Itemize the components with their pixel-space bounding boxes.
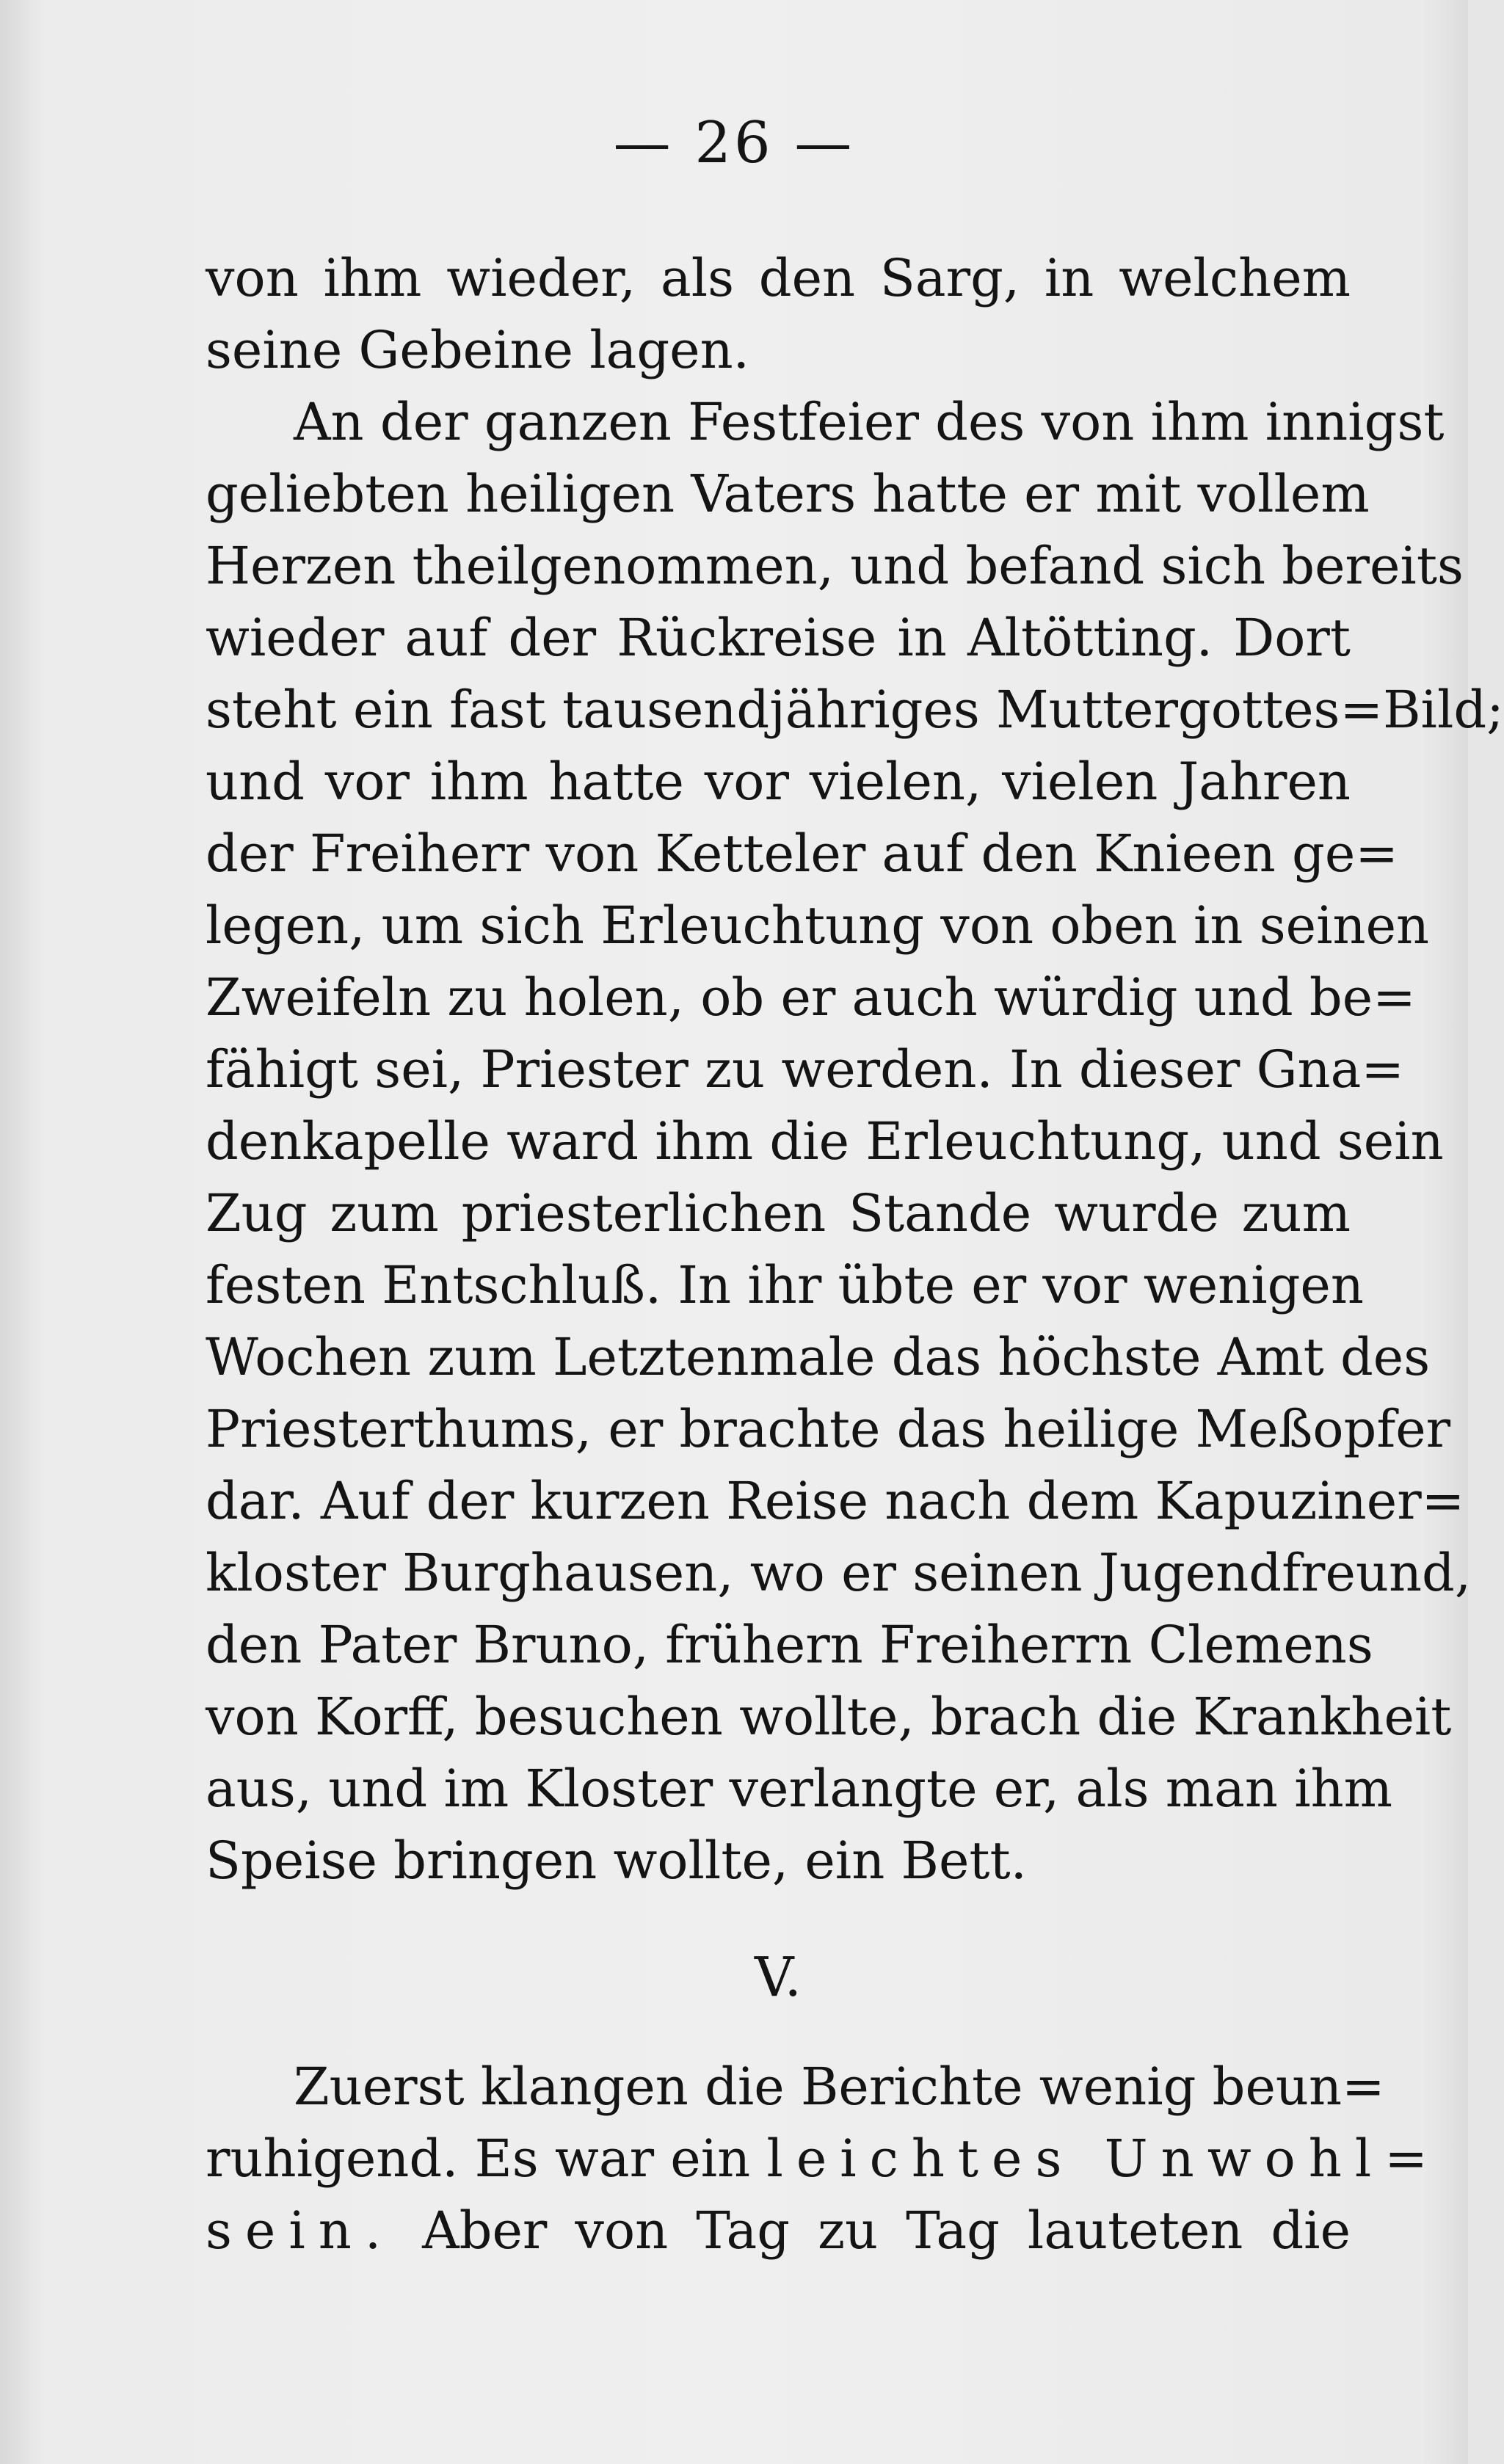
- text-segment: ruhigend. Es war ein: [206, 2129, 767, 2189]
- text-line: von ihm wieder, als den Sarg, in welchem: [206, 248, 1351, 308]
- text-line: Priesterthums, er brachte das heilige Meßopfer: [206, 1399, 1451, 1459]
- text-line: [206, 2195, 1351, 2267]
- text-line: seine Gebeine lagen.: [206, 320, 749, 380]
- emphasized-text: sein.: [206, 2200, 395, 2261]
- text-line: An der ganzen Festfeier des von ihm innigst: [294, 392, 1445, 452]
- body-text: [206, 242, 1504, 2267]
- text-line: legen, um sich Erleuchtung von oben in seinen: [206, 895, 1430, 956]
- page-number: — 26 —: [613, 110, 855, 176]
- text-line: Wochen zum Letztenmale das höchste Amt des: [206, 1327, 1431, 1387]
- text-segment: Aber von Tag zu Tag lauteten die: [394, 2200, 1351, 2261]
- text-line: Zuerst klangen die Berichte wenig beun=: [294, 2057, 1385, 2117]
- text-line: fähigt sei, Priester zu werden. In dieser Gna=: [206, 1039, 1405, 1100]
- text-line: Zweifeln zu holen, ob er auch würdig und be=: [206, 967, 1416, 1028]
- text-line: denkapelle ward ihm die Erleuchtung, und sein: [206, 1111, 1444, 1171]
- text-line: wieder auf der Rückreise in Altötting. Dort: [206, 608, 1351, 668]
- text-line: von Korff, besuchen wollte, brach die Krankheit: [206, 1687, 1452, 1747]
- text-line: der Freiherr von Ketteler auf den Knieen ge=: [206, 824, 1398, 884]
- text-line: Herzen theilgenommen, und befand sich bereits: [206, 536, 1464, 596]
- text-line: steht ein fast tausendjähriges Muttergottes=Bild;: [206, 680, 1504, 740]
- text-line: geliebten heiligen Vaters hatte er mit vollem: [206, 464, 1370, 524]
- text-line: [206, 2123, 1441, 2195]
- text-line: dar. Auf der kurzen Reise nach dem Kapuziner=: [206, 1471, 1465, 1531]
- text-line: Speise bringen wollte, ein Bett.: [206, 1831, 1027, 1891]
- text-line: aus, und im Kloster verlangte er, als man ihm: [206, 1759, 1393, 1819]
- text-line: und vor ihm hatte vor vielen, vielen Jahren: [206, 752, 1351, 812]
- section-heading: V.: [754, 1946, 802, 2009]
- text-line: festen Entschluß. In ihr übte er vor wenigen: [206, 1255, 1364, 1315]
- emphasized-text: leichtes Unwohl=: [766, 2129, 1441, 2189]
- text-line: den Pater Bruno, frühern Freiherrn Clemens: [206, 1615, 1373, 1675]
- text-line: kloster Burghausen, wo er seinen Jugendfreund,: [206, 1543, 1472, 1603]
- text-line: Zug zum priesterlichen Stande wurde zum: [206, 1183, 1351, 1243]
